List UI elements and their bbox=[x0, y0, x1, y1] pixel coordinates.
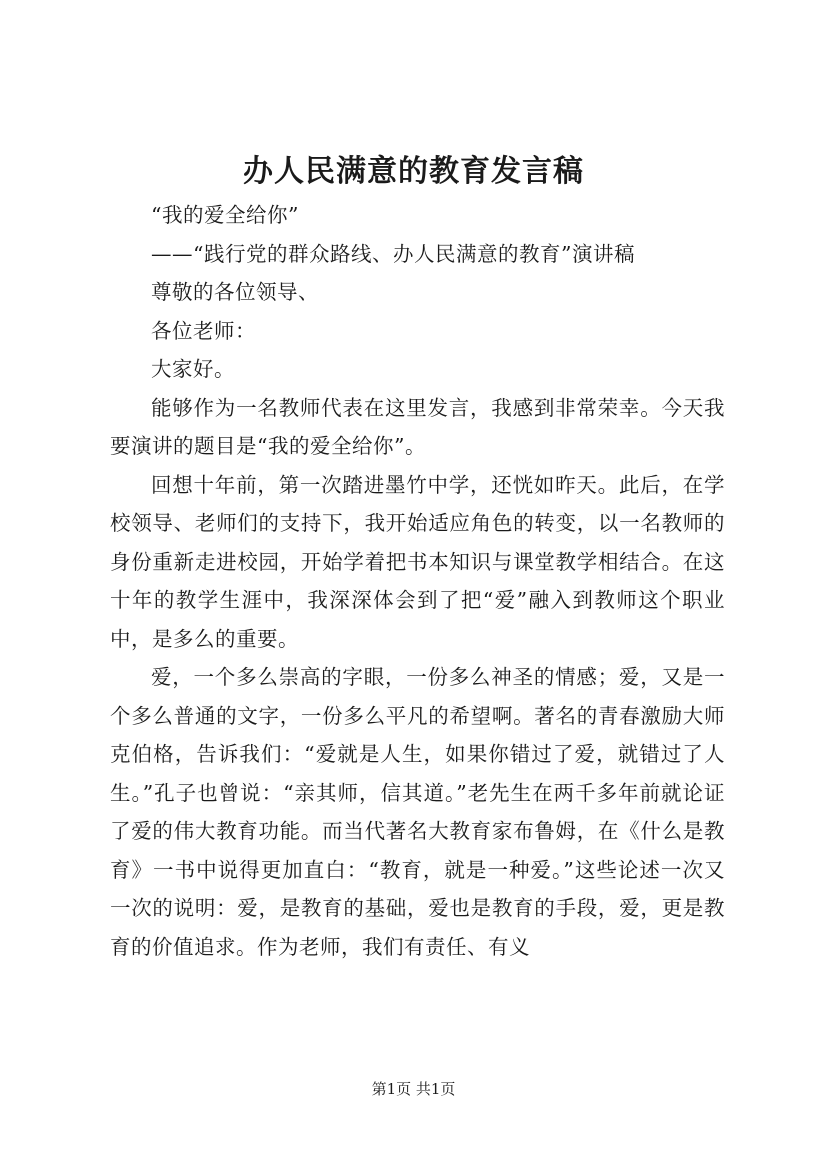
paragraph-salutation-leaders: 尊敬的各位领导、 bbox=[151, 280, 319, 304]
paragraph-subtitle: “我的爱全给你” bbox=[151, 203, 299, 227]
paragraph-intro: 能够作为一名教师代表在这里发言，我感到非常荣幸。今天我要演讲的题目是“我的爱全给你”。 bbox=[110, 395, 725, 458]
paragraph-greeting: 大家好。 bbox=[151, 357, 235, 381]
paragraph-recollection: 回想十年前，第一次踏进墨竹中学，还恍如昨天。此后，在学校领导、老师们的支持下，我开始适应角色的转变，以一名教师的身份重新走进校园，开始学着把书本知识与课堂教学相结合。在这十年的教学生涯中，我深深体会到了把“爱”融入到教师这个职业中，是多么的重要。 bbox=[110, 472, 725, 651]
paragraph-salutation-teachers: 各位老师： bbox=[151, 318, 256, 343]
document-title: 办人民满意的教育发言稿 bbox=[243, 154, 584, 189]
paragraph-subheading: ——“践行党的群众路线、办人民满意的教育”演讲稿 bbox=[151, 241, 635, 266]
page-footer: 第1页 共1页 bbox=[371, 1080, 456, 1098]
paragraph-love: 爱，一个多么崇高的字眼，一份多么神圣的情感；爱，又是一个多么普通的文字，一份多么平凡的希望啊。著名的青春激励大师克伯格，告诉我们：“爱就是人生，如果你错过了爱，就错过了人生。”孔子也曾说：“亲其师，信其道。”老先生在两千多年前就论证了爱的伟大教育功能。而当代著名大教育家布鲁姆，在《什么是教育》一书中说得更加直白：“教育，就是一种爱。”这些论述一次又一次的说明：爱，是教育的基础，爱也是教育的手段，爱，更是教育的价值追求。作为老师，我们有责任、有义 bbox=[110, 665, 725, 959]
document-body bbox=[110, 196, 725, 966]
